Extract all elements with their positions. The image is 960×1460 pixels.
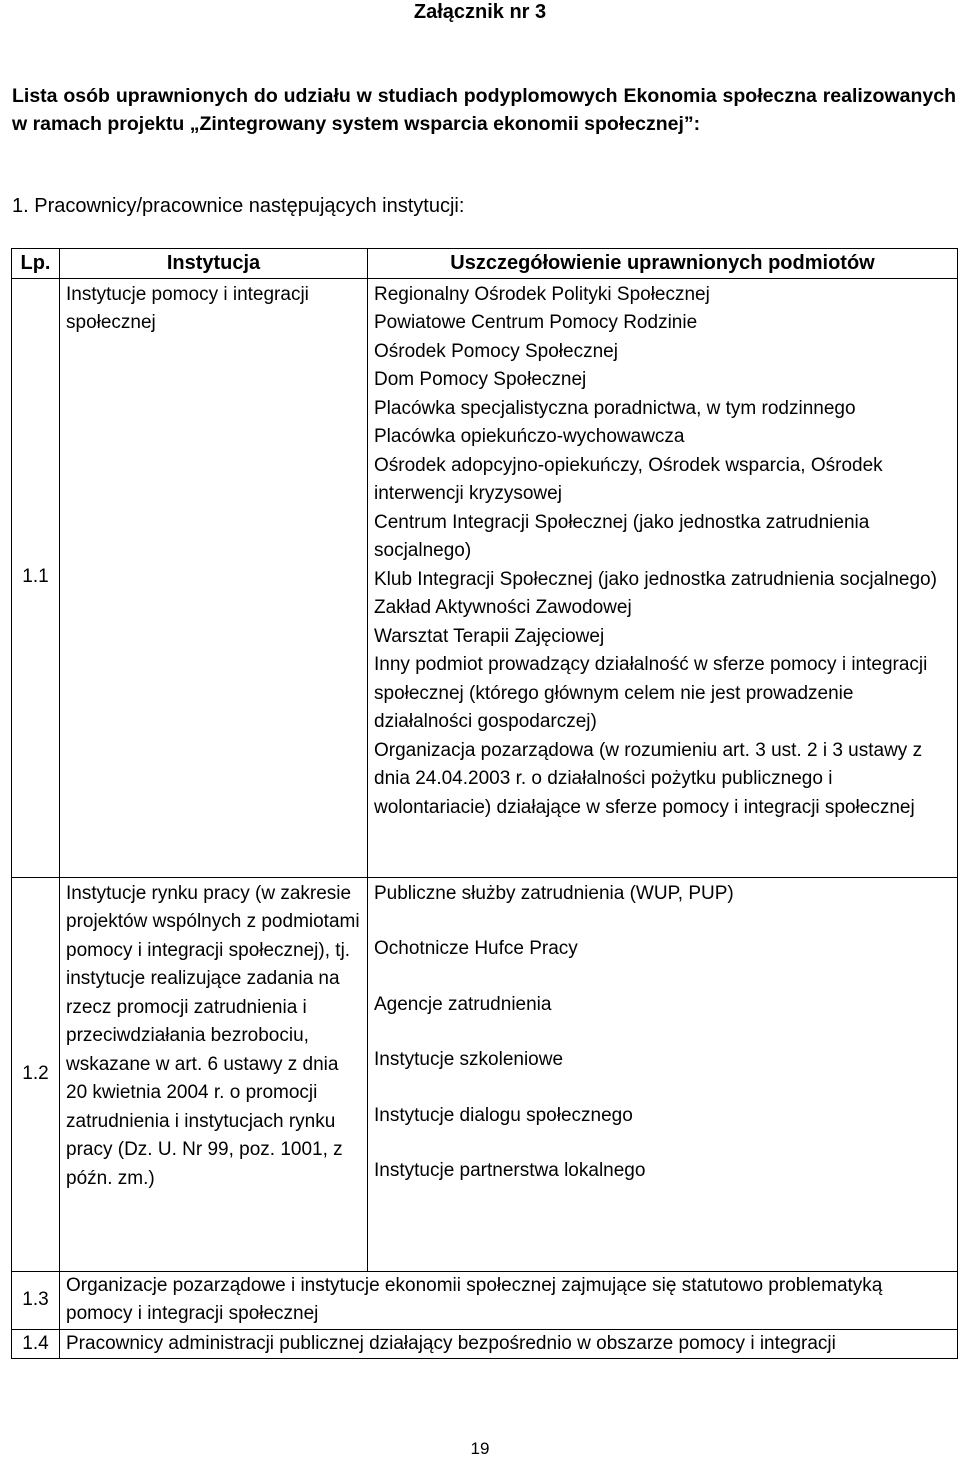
row-number: 1.4: [12, 1329, 60, 1359]
table-header-row: [12, 249, 958, 279]
list-item: Publiczne służby zatrudnienia (WUP, PUP): [374, 882, 734, 904]
list-item: Klub Integracji Społecznej (jako jednostka zatrudnienia socjalnego): [374, 568, 937, 590]
list-item: Powiatowe Centrum Pomocy Rodzinie: [374, 312, 698, 333]
list-item: Zakład Aktywności Zawodowej: [374, 597, 632, 618]
intro-paragraph: Lista osób uprawnionych do udziału w studiach podyplomowych Ekonomia społeczna realizowanych w ramach projektu „Zintegrowany system wsparcia ekonomii społecznej”:: [12, 85, 956, 135]
merged-cell: Pracownicy administracji publicznej działający bezpośrednio w obszarze pomocy i integracji: [60, 1329, 958, 1359]
list-item: Warsztat Terapii Zajęciowej: [374, 625, 605, 647]
list-item: Ochotnicze Hufce Pracy: [374, 938, 578, 959]
section-heading: 1. Pracownicy/pracownice następujących instytucji:: [12, 195, 465, 217]
page-title: Załącznik nr 3: [413, 1, 547, 23]
list-item: Dom Pomocy Społecznej: [374, 369, 587, 390]
list-item: Instytucje szkoleniowe: [374, 1049, 564, 1070]
list-item: Inny podmiot prowadzący działalność w sferze pomocy i integracji społecznej (którego głównym celem nie jest prowadzenie działalności gospodarczej): [374, 654, 928, 732]
list-item: Regionalny Ośrodek Polityki Społecznej: [374, 283, 710, 305]
row-number: 1.1: [12, 278, 60, 877]
row-number: 1.2: [12, 877, 60, 1271]
eligibility-table: [11, 248, 958, 1359]
header-details: Uszczegółowienie uprawnionych podmiotów: [368, 249, 958, 279]
list-item: Ośrodek Pomocy Społecznej: [374, 340, 618, 362]
institution-cell: Instytucje pomocy i integracji społecznej: [60, 278, 368, 877]
list-item: Agencje zatrudnienia: [374, 993, 552, 1015]
list-item: Ośrodek adopcyjno-opiekuńczy, Ośrodek wsparcia, Ośrodek interwencji kryzysowej: [374, 454, 883, 504]
list-item: Organizacja pozarządowa (w rozumieniu art. 3 ust. 2 i 3 ustawy z dnia 24.04.2003 r. o działalności pożytku publicznego i wolontariacie) działające w sferze pomocy i integracji społecznej: [374, 739, 923, 818]
row-number: 1.3: [12, 1271, 60, 1329]
table-row-1-3: [12, 1271, 958, 1329]
list-item: Placówka opiekuńczo-wychowawcza: [374, 426, 685, 447]
merged-cell: Organizacje pozarządowe i instytucje ekonomii społecznej zajmujące się statutowo problematyką pomocy i integracji społecznej: [60, 1271, 958, 1329]
table-row-1-2: [12, 877, 958, 1271]
details-cell: [368, 877, 958, 1271]
table-row-1-4: [12, 1329, 958, 1359]
header-lp: Lp.: [12, 249, 60, 279]
institution-cell: Instytucje rynku pracy (w zakresie projektów wspólnych z podmiotami pomocy i integracji społecznej), tj. instytucje realizujące zadania na rzecz promocji zatrudnienia i przeciwdziałania bezrobociu, wskazane w art. 6 ustawy z dnia 20 kwietnia 2004 r. o promocji zatrudnienia i instytucjach rynku pracy (Dz. U. Nr 99, poz. 1001, z późn. zm.): [60, 877, 368, 1271]
table-row-1-1: [12, 278, 958, 877]
list-item: Instytucje partnerstwa lokalnego: [374, 1160, 646, 1181]
header-institution: Instytucja: [60, 249, 368, 279]
list-item: Placówka specjalistyczna poradnictwa, w tym rodzinnego: [374, 397, 856, 419]
details-cell: [368, 278, 958, 877]
list-item: Centrum Integracji Społecznej (jako jednostka zatrudnienia socjalnego): [374, 511, 870, 561]
page-number: 19: [470, 1439, 490, 1458]
list-item: Instytucje dialogu społecznego: [374, 1104, 633, 1126]
